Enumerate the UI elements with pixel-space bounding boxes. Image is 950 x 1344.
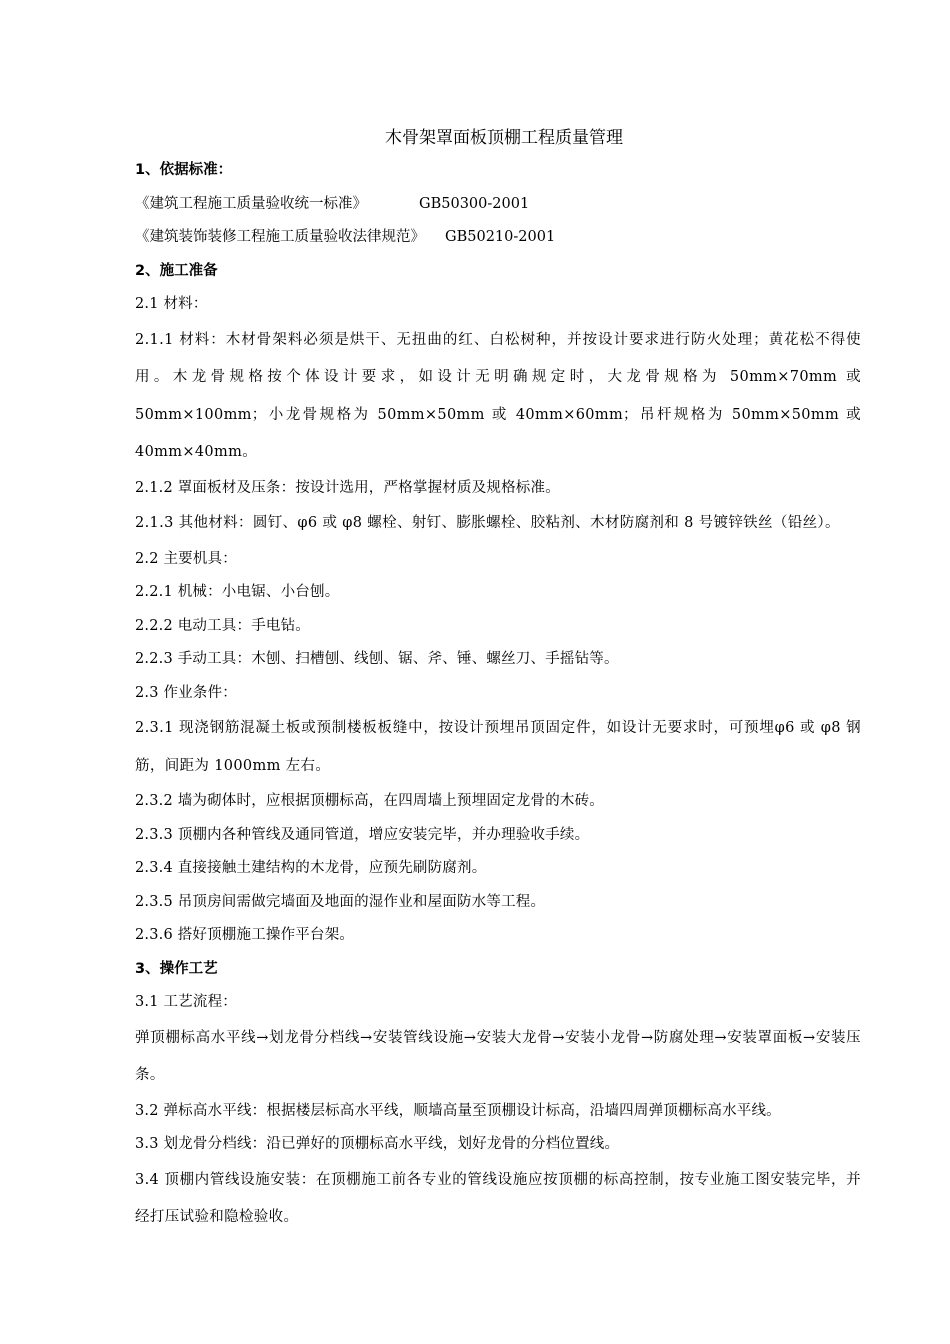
item-2-3-2: 2.3.2 墙为砌体时，应根据顶棚标高，在四周墙上预埋固定龙骨的木砖。 bbox=[135, 793, 605, 809]
item-3-4: 3.4 顶棚内管线设施安装：在顶棚施工前各专业的管线设施应按顶棚的标高控制，按专业施工图安装完毕，并经打压试验和隐检验收。 bbox=[135, 1171, 861, 1225]
section-2-heading: 2、施工准备 bbox=[135, 262, 218, 279]
standard-1-name: 《建筑工程施工质量验收统一标准》 bbox=[135, 195, 367, 212]
item-2-3-3: 2.3.3 顶棚内各种管线及通同管道，增应安装完毕，并办理验收手续。 bbox=[135, 826, 590, 843]
section-3-heading: 3、操作工艺 bbox=[135, 960, 218, 977]
standard-2 bbox=[135, 221, 861, 255]
item-2-3: 2.3 作业条件： bbox=[135, 684, 237, 701]
standard-1-code: GB50300-2001 bbox=[419, 195, 530, 212]
document-page bbox=[135, 124, 861, 1237]
item-2-1-2: 2.1.2 罩面板材及压条：按设计选用，严格掌握材质及规格标准。 bbox=[135, 479, 560, 496]
item-2-3-5: 2.3.5 吊顶房间需做完墙面及地面的湿作业和屋面防水等工程。 bbox=[135, 893, 546, 910]
standard-2-name: 《建筑装饰装修工程施工质量验收法律规范》 bbox=[135, 229, 425, 245]
item-2-3-4: 2.3.4 直接接触土建结构的木龙骨，应预先刷防腐剂。 bbox=[135, 860, 487, 876]
item-3-1-flow: 弹顶棚标高水平线→划龙骨分档线→安装管线设施→安装大龙骨→安装小龙骨→防腐处理→安装罩面板→安装压条。 bbox=[135, 1029, 861, 1083]
item-2-2-1: 2.2.1 机械：小电锯、小台刨。 bbox=[135, 584, 340, 600]
item-2-2-3: 2.2.3 手动工具：木刨、扫槽刨、线刨、锯、斧、锤、螺丝刀、手摇钻等。 bbox=[135, 651, 619, 667]
item-2-1: 2.1 材料： bbox=[135, 296, 208, 312]
item-2-3-1: 2.3.1 现浇钢筋混凝土板或预制楼板板缝中，按设计预埋吊顶固定件，如设计无要求时，可预埋φ6 或 φ8 钢筋，间距为 1000mm 左右。 bbox=[135, 720, 861, 774]
item-2-2-2: 2.2.2 电动工具：手电钻。 bbox=[135, 617, 311, 634]
item-2-1-3: 2.1.3 其他材料：圆钉、φ6 或 φ8 螺栓、射钉、膨胀螺栓、胶粘剂、木材防腐剂和 8 号镀锌铁丝（铅丝）。 bbox=[135, 515, 840, 531]
item-2-1-1: 2.1.1 材料：木材骨架料必须是烘干、无扭曲的红、白松树种，并按设计要求进行防火处理；黄花松不得使用。木龙骨规格按个体设计要求，如设计无明确规定时，大龙骨规格为 50mm×70mm 或 50mm×100mm；小龙骨规格为 50mm×50mm 或 40mm×60mm；吊杆规格为 50mm×50mm 或 40mm×40mm。 bbox=[135, 331, 861, 460]
item-2-3-6: 2.3.6 搭好顶棚施工操作平台架。 bbox=[135, 927, 355, 943]
section-1-heading: 1、依据标准： bbox=[135, 162, 233, 178]
item-3-2: 3.2 弹标高水平线：根据楼层标高水平线，顺墙高量至顶棚设计标高，沿墙四周弹顶棚标高水平线。 bbox=[135, 1102, 781, 1119]
standard-2-code: GB50210-2001 bbox=[445, 229, 556, 245]
standard-1 bbox=[135, 188, 861, 222]
document-title: 木骨架罩面板顶棚工程质量管理 bbox=[385, 128, 623, 148]
item-2-2: 2.2 主要机具： bbox=[135, 550, 237, 567]
item-3-1: 3.1 工艺流程： bbox=[135, 994, 237, 1010]
item-3-3: 3.3 划龙骨分档线：沿已弹好的顶棚标高水平线，划好龙骨的分档位置线。 bbox=[135, 1136, 620, 1152]
